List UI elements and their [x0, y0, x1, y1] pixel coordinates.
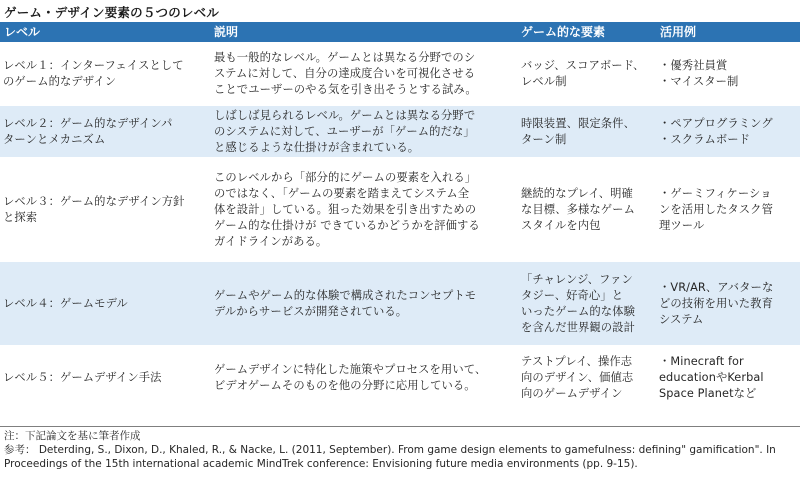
description-text: ガイドラインがある。	[214, 234, 328, 248]
examples-text: educationやKerbal	[659, 371, 764, 384]
elements-cell	[517, 158, 656, 262]
level-text: レベル３：ゲーム的なデザイン方針	[3, 194, 185, 208]
examples-text: ・ゲーミフィケーショ	[659, 186, 772, 200]
elements-text: バッジ、スコアボード、	[521, 58, 645, 72]
elements-text: 向のゲームデザイン	[521, 387, 623, 400]
reference-line: 参考： Deterding, S., Dixon, D., Khaled, R., & Nacke, L. (2011, September). From game design elements to gamefulness: defining" gamification". In	[4, 444, 776, 456]
reference-line: Proceedings of the 15th international academic MindTrek conference: Envisioning future media environments (pp. 9-15).	[4, 458, 638, 470]
examples-cell	[656, 346, 800, 411]
level-cell	[0, 42, 210, 106]
level-text: ターンとメカニズム	[3, 132, 106, 146]
description-cell	[210, 262, 517, 346]
header-description: 説明	[210, 22, 517, 42]
examples-text: ンを活用したタスク管	[659, 202, 773, 216]
table-row	[0, 158, 800, 262]
table-row	[0, 106, 800, 158]
description-cell	[210, 158, 517, 262]
description-cell	[210, 42, 517, 106]
table-row	[0, 262, 800, 346]
page-title: ゲーム・デザイン要素の５つのレベル	[4, 5, 220, 20]
description-cell	[210, 106, 517, 158]
reference-citation	[4, 443, 796, 471]
elements-cell	[517, 42, 656, 106]
examples-text: ・優秀社員賞	[659, 58, 728, 72]
description-text: このレベルから「部分的にゲームの要素を入れる」	[214, 170, 477, 184]
elements-cell	[517, 106, 656, 158]
elements-text: 「チャレンジ、ファン	[521, 272, 633, 286]
examples-cell	[656, 262, 800, 346]
examples-text: ・マイスター制	[659, 74, 739, 88]
elements-cell	[517, 262, 656, 346]
level-cell	[0, 158, 210, 262]
description-text: ゲームデザインに特化した施策やプロセスを用いて、	[214, 363, 487, 376]
description-cell	[210, 346, 517, 411]
elements-text: テストプレイ、操作志	[521, 355, 633, 368]
level-text: と探索	[3, 210, 38, 224]
level-cell	[0, 346, 210, 411]
examples-text: Space Planetなど	[659, 387, 757, 400]
description-text: ゲーム的な仕掛けが できているかどうかを評価する	[214, 218, 480, 232]
description-text: ビデオゲームそのものを他の分野に応用している。	[214, 379, 476, 392]
examples-text: ・Minecraft for	[659, 355, 744, 368]
examples-text: どの技術を用いた教育	[659, 296, 773, 310]
elements-text: を含んだ世界観の設計	[521, 320, 635, 334]
elements-text: 継続的なプレイ、明確	[521, 186, 633, 200]
source-note: 注：下記論文を基に筆者作成	[4, 430, 141, 442]
table-header-row	[0, 22, 800, 42]
description-text: のシステムに対して、ユーザーが「ゲーム的だな」	[214, 124, 475, 138]
examples-cell	[656, 158, 800, 262]
header-game-elements: ゲーム的な要素	[517, 22, 656, 42]
description-text: ことでユーザーのやる気を引き出そうとする試み。	[214, 82, 477, 96]
level-text: レベル２：ゲーム的なデザインパ	[3, 116, 173, 130]
examples-text: ・ペアプログラミング	[659, 116, 773, 130]
examples-text: ・スクラムボード	[659, 132, 751, 146]
description-text: 体を設計」している。狙った効果を引き出すための	[214, 202, 477, 216]
description-text: ゲームやゲーム的な体験で構成されたコンセプトモ	[214, 288, 477, 302]
level-text: レベル５：ゲームデザイン手法	[3, 371, 162, 384]
level-text: レベル１：インターフェイスとして	[3, 58, 184, 72]
elements-text: いったゲーム的な体験	[521, 304, 635, 318]
examples-text: システム	[659, 312, 704, 326]
examples-text: ・VR/AR、アバターな	[659, 280, 774, 294]
description-text: のではなく、「ゲームの要素を踏まえてシステム全	[214, 186, 470, 200]
elements-text: スタイルを内包	[521, 218, 601, 232]
table-row	[0, 42, 800, 106]
level-cell	[0, 262, 210, 346]
description-text: デルからサービスが開発されている。	[214, 304, 408, 318]
level-text: レベル４：ゲームモデル	[3, 296, 128, 310]
description-text: ステムに対して、自分の達成度合いを可視化させる	[214, 66, 476, 80]
elements-text: な目標、多様なゲーム	[521, 202, 635, 216]
description-text: 最も一般的なレベル。ゲームとは異なる分野でのシ	[214, 50, 476, 64]
footer-divider	[0, 426, 800, 427]
elements-text: 向のデザイン、価値志	[521, 371, 634, 384]
game-design-levels-table	[0, 22, 800, 411]
header-level: レベル	[0, 22, 210, 42]
examples-cell	[656, 106, 800, 158]
elements-text: レベル制	[521, 74, 567, 88]
header-examples: 活用例	[656, 22, 800, 42]
level-text: のゲーム的なデザイン	[3, 74, 117, 88]
examples-cell	[656, 42, 800, 106]
elements-cell	[517, 346, 656, 411]
level-cell	[0, 106, 210, 158]
description-text: しばしば見られるレベル。ゲームとは異なる分野で	[214, 108, 476, 122]
table-row	[0, 346, 800, 411]
examples-text: 理ツール	[659, 218, 705, 232]
description-text: と感じるような仕掛けが含まれている。	[214, 140, 420, 154]
elements-text: ターン制	[521, 132, 567, 146]
elements-text: 時限装置、限定条件、	[521, 116, 635, 130]
elements-text: タジー、好奇心」と	[521, 288, 624, 302]
